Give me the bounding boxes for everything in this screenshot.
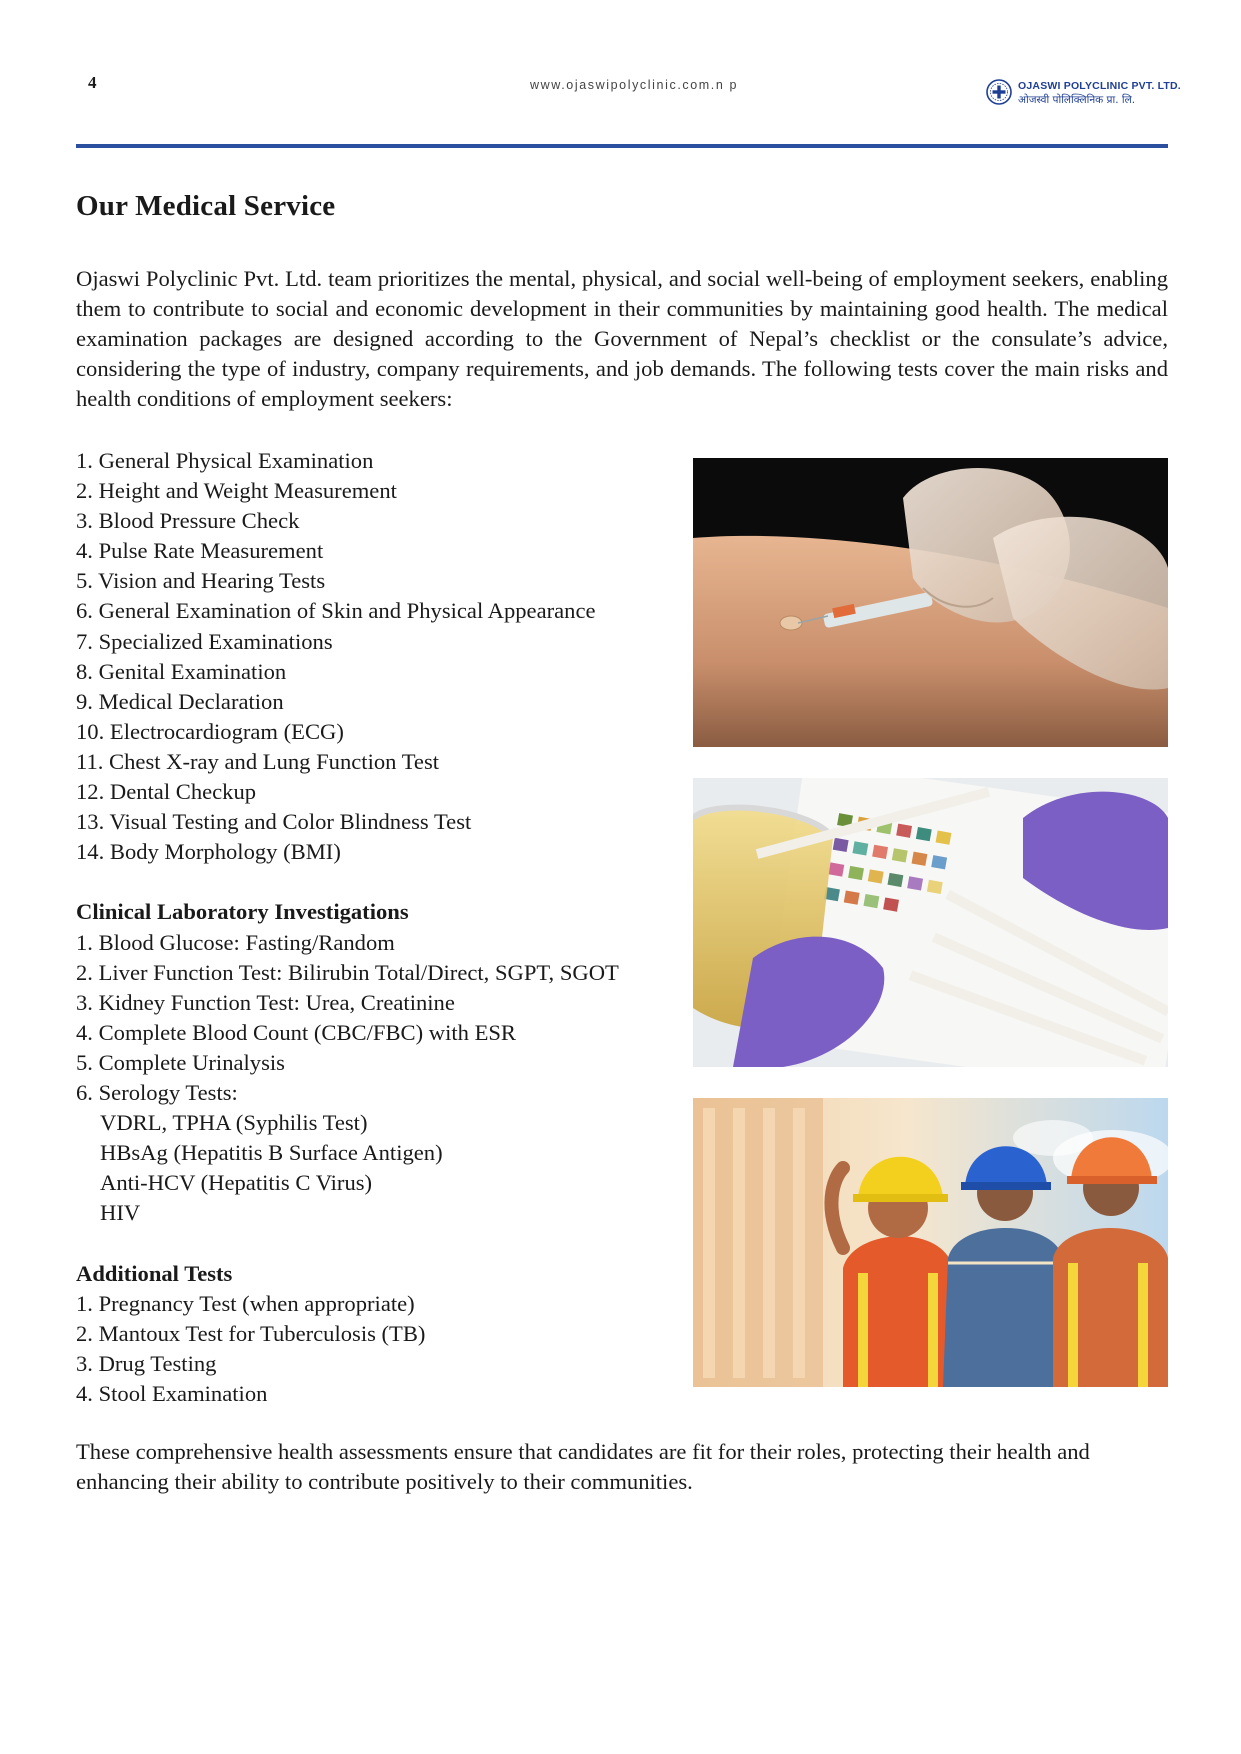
list-item: 2. Liver Function Test: Bilirubin Total/Direct, SGPT, SGOT <box>76 959 619 985</box>
list-item: 1. Pregnancy Test (when appropriate) <box>76 1290 415 1316</box>
header-rule <box>76 144 1168 148</box>
closing-paragraph: These comprehensive health assessments ensure that candidates are fit for their roles, protecting their health and enhancing their ability to contribute positively to their communities. <box>76 1439 1090 1494</box>
list-item: 6. Serology Tests: <box>76 1079 238 1105</box>
list-item: 5. Vision and Hearing Tests <box>76 568 326 594</box>
page-title: Our Medical Service <box>76 190 336 222</box>
list-item: 4. Stool Examination <box>76 1380 268 1406</box>
clinic-logo <box>986 78 1181 110</box>
list-item: 2. Mantoux Test for Tuberculosis (TB) <box>76 1320 426 1346</box>
urinalysis-photo <box>693 778 1168 1067</box>
serology-item: HBsAg (Hepatitis B Surface Antigen) <box>100 1140 443 1166</box>
list-item: 3. Drug Testing <box>76 1350 217 1376</box>
workers-photo <box>693 1098 1168 1387</box>
additional-heading: Additional Tests <box>76 1260 233 1286</box>
serology-item: Anti-HCV (Hepatitis C Virus) <box>100 1170 373 1196</box>
list-item: 13. Visual Testing and Color Blindness Test <box>76 809 472 835</box>
page-number: 4 <box>88 73 97 92</box>
list-item: 6. General Examination of Skin and Physical Appearance <box>76 598 596 624</box>
lab-heading: Clinical Laboratory Investigations <box>76 899 409 925</box>
list-item: 3. Kidney Function Test: Urea, Creatinine <box>76 989 455 1015</box>
list-item: 12. Dental Checkup <box>76 779 257 805</box>
serology-item: VDRL, TPHA (Syphilis Test) <box>100 1110 368 1136</box>
list-item: 10. Electrocardiogram (ECG) <box>76 718 344 744</box>
list-item: 4. Pulse Rate Measurement <box>76 538 324 564</box>
intro-paragraph: Ojaswi Polyclinic Pvt. Ltd. team prioritizes the mental, physical, and social well-being of employment seekers, enabling them to contribute to social and economic development in their communities by maintaining good health. The medical examination packages are designed according to the Government of Nepal’s checklist or the consulate’s advice, considering the type of industry, company requirements, and job demands. The following tests cover the main risks and health conditions of employment seekers: <box>76 266 1168 411</box>
list-item: 1. Blood Glucose: Fasting/Random <box>76 929 395 955</box>
list-item: 7. Specialized Examinations <box>76 628 333 654</box>
list-item: 1. General Physical Examination <box>76 448 374 473</box>
clinic-emblem-icon <box>986 79 1012 105</box>
list-item: 8. Genital Examination <box>76 658 287 684</box>
list-item: 4. Complete Blood Count (CBC/FBC) with ESR <box>76 1019 517 1045</box>
list-item: 11. Chest X-ray and Lung Function Test <box>76 748 440 774</box>
website-url: www.ojaswipolyclinic.com.n p <box>530 78 739 92</box>
examination-list <box>76 446 696 867</box>
list-item: 2. Height and Weight Measurement <box>76 478 397 504</box>
logo-name: OJASWI POLYCLINIC PVT. LTD. <box>1018 80 1181 92</box>
lab-list <box>76 928 696 1229</box>
additional-list <box>76 1289 696 1409</box>
list-item: 9. Medical Declaration <box>76 688 284 714</box>
list-item: 14. Body Morphology (BMI) <box>76 839 341 865</box>
serology-item: HIV <box>100 1200 141 1226</box>
services-column <box>76 446 696 1409</box>
logo-name-nepali: ओजस्वी पोलिक्लिनिक प्रा. लि. <box>1018 94 1136 106</box>
list-item: 3. Blood Pressure Check <box>76 508 300 534</box>
list-item: 5. Complete Urinalysis <box>76 1049 285 1075</box>
injection-photo <box>693 458 1168 747</box>
